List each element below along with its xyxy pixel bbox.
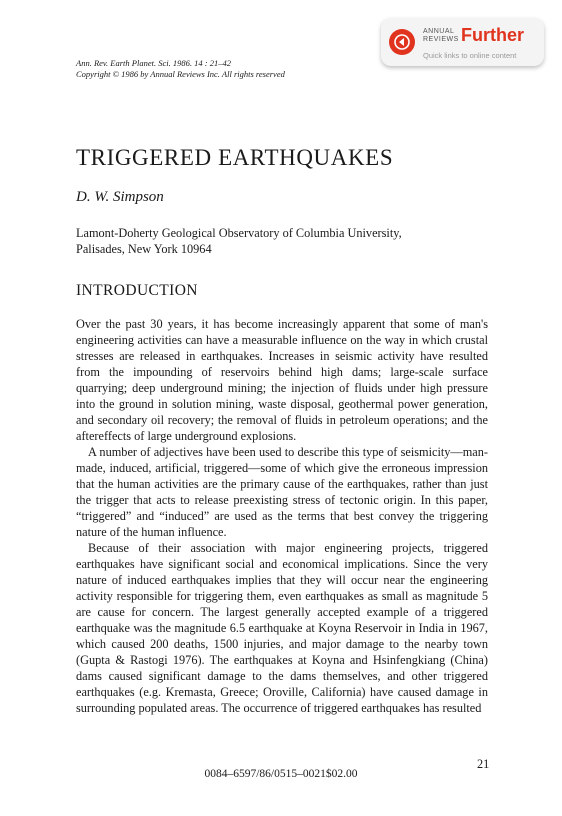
annual-reviews-further-banner[interactable] (381, 18, 544, 66)
further-logo-icon (389, 29, 415, 55)
page-number: 21 (477, 757, 490, 771)
banner-brand: Further (461, 25, 524, 45)
banner-publisher-label: ANNUAL REVIEWS (423, 28, 459, 43)
paragraph: A number of adjectives have been used to describe this type of seismicity—man-made, induced, artificial, triggered—some of which give the erroneous impression that the human activities are the primary cause of the earthquakes, rather than just the trigger that acts to release preexisting stress of tectonic origin. In this paper, “triggered” and “induced” are used as the terms that best convey the triggering nature of the human influence. (76, 445, 488, 539)
article-body (76, 316, 488, 716)
banner-tagline: Quick links to online content (423, 51, 517, 60)
author-name: D. W. Simpson (76, 189, 164, 205)
author-affiliation: Lamont-Doherty Geological Observatory of Columbia University, Palisades, New York 10964 (76, 226, 402, 256)
paragraph: Over the past 30 years, it has become increasingly apparent that some of man's engineering activities can have a measurable influence on the way in which crustal stresses are released in earthquakes. Increases in seismic activity have resulted from the impounding of reservoirs behind high dams; large-scale surface quarrying; deep underground mining; the injection of fluids under high pressure into the ground in solution mining, waste disposal, geothermal power generation, and secondary oil recovery; the removal of fluids in petroleum operations; and the aftereffects of large underground explosions. (76, 317, 488, 443)
section-heading: INTRODUCTION (76, 282, 198, 299)
journal-citation (76, 58, 285, 80)
article-code: 0084–6597/86/0515–0021$02.00 (204, 768, 358, 780)
citation-line-2: Copyright © 1986 by Annual Reviews Inc. All rights reserved (76, 69, 285, 79)
article-title: TRIGGERED EARTHQUAKES (76, 145, 394, 170)
paragraph: Because of their association with major engineering projects, triggered earthquakes have significant social and economical implications. Since the very nature of induced earthquakes implies that they will occur near the engineering activity responsible for triggering them, even earthquakes as small as magnitude 5 are cause for concern. The largest generally accepted example of a triggered earthquake was the magnitude 6.5 earthquake at Koyna Reservoir in India in 1967, which caused 200 deaths, 1500 injuries, and major damage to the nearby town (Gupta & Rastogi 1976). The earthquakes at Koyna and Hsinfengkiang (China) dams caused significant damage to the dams themselves, and other triggered earthquakes (e.g. Kremasta, Greece; Oroville, California) have caused damage in surrounding populated areas. The occurrence of triggered earthquakes has resulted (76, 541, 488, 715)
citation-line-1: Ann. Rev. Earth Planet. Sci. 1986. 14 : 21–42 (76, 58, 231, 68)
